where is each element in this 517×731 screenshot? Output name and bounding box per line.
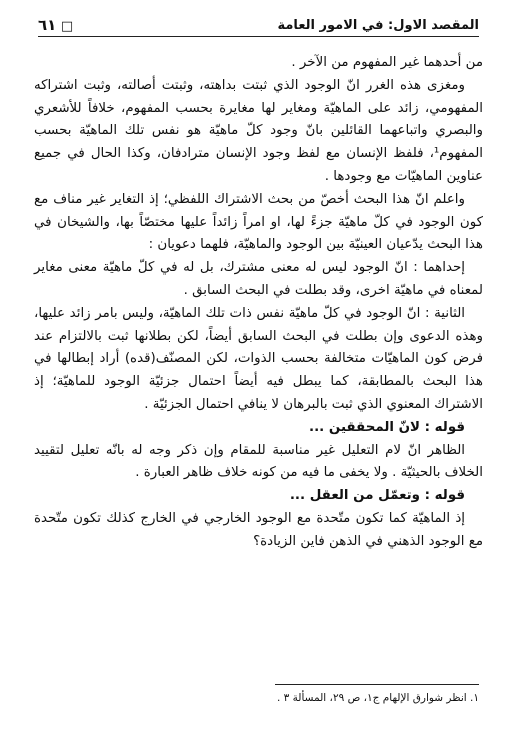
paragraph: الظاهر انّ لام التعليل غير مناسبة للمقام وإن ذكر وجه له بانّه تعليل لتقييد الخلاف بالحيثيّة . ولا يخفى ما فيه من كونه خلاف ظاهر العبارة . [34,442,483,481]
paragraph: إحداهما : انّ الوجود ليس له معنى مشترك، بل له في كلّ ماهيّة معنى مغاير لمعناه في ماهيّة اخرى، وقد بطلت في البحث السابق . [34,260,483,298]
square-ornament-icon: □ [60,19,74,34]
paragraph: واعلم انّ هذا البحث أخصّ من بحث الاشتراك اللفظي؛ إذ التغاير غير مناف مع كون الوجود في كلّ ماهيّة جزءً لها، او امراً زائداً عليها مختصّاً بها، والشيخان في هذا البحث يدّعيان العينيّة بين الوجود والماهيّة، فلهما دعويان : [34,191,483,253]
quoted-phrase: قوله : لانّ المحققين ... [308,419,465,435]
footnote-divider [275,684,479,685]
page-number-group [38,16,73,34]
page-number: ٦١ [38,16,57,34]
running-header [38,14,479,37]
footnote: ١. انظر شوارق الإلهام ج١، ص ٢٩، المسألة ٣ . [276,692,479,704]
paragraph: ومغزى هذه الغرر انّ الوجود الذي ثبتت بداهته، وثبتت أصالته، وثبت اشتراكه المفهومي، زائد على الماهيّة ومغاير لها مغايرة بحسب المفهوم، خلافاً للأشعري والبصري واتباعهما القائلين بانّ وجود كلّ ماهيّة هو نفس تلك الماهيّة بحسب المفهوم¹، فلفظ الإنسان مع لفظ وجود الإنسان مترادفان، وكذا الحال في جميع عناوين الماهيّات مع وجودها . [34,77,483,184]
page-body [34,52,483,554]
paragraph: الثانية : انّ الوجود في كلّ ماهيّة نفس ذات تلك الماهيّة، وليس بامر زائد عليها، وهذه الدعوى وإن بطلت في البحث السابق أيضاً، لكن بطلانها ثبت بالالتزام عند فرض كون الماهيّات متخالفة بحسب الذوات، لكن المصنّف(قده) أراد إبطالها في هذا البحث بالمطابقة، كما يبطل فيه أيضاً احتمال جزئيّة الوجود للماهيّة؛ إذ الاشتراك المعنوي الذي ثبت بالبرهان لا ينافي احتمال الجزئيّة . [34,305,483,412]
paragraph: من أحدهما غير المفهوم من الآخر . [291,55,483,70]
running-title: المقصد الاول: في الامور العامة [277,17,479,33]
paragraph: إذ الماهيّة كما تكون متّحدة مع الوجود الخارجي في الخارج كذلك تكون متّحدة مع الوجود الذهني في الذهن فاين الزيادة؟ [34,510,483,549]
quoted-phrase: قوله : وتعمّل من العقل ... [289,488,465,504]
